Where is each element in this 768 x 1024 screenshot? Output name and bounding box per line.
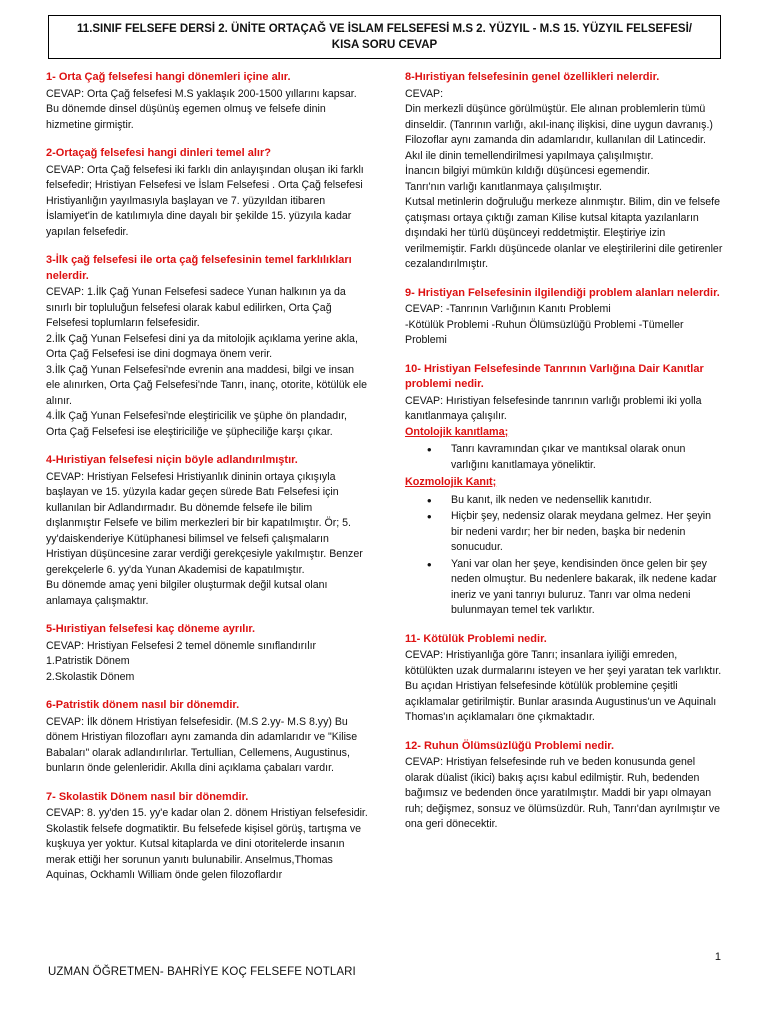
- question-heading: 6-Patristik dönem nasıl bir dönemdir.: [46, 699, 240, 711]
- question-heading: 1- Orta Çağ felsefesi hangi dönemleri içine alır.: [46, 71, 291, 83]
- question-12: [405, 739, 723, 833]
- answer-text: CEVAP: Hristiyanlığa göre Tanrı; insanlara iyiliği emreden, kötülükten uzak durmalarını isteyen ve her şeyi yaratan tek varlıktır. Bu açıdan Hristiyan felsefesinde kötülük problemine çeşitli açıklamalar getirilmiştir. Bunlar arasında Augustinus'un ve Aquinalı Thomas'ın açıklamaları öne çıkmaktadır.: [405, 649, 722, 723]
- answer-text: CEVAP: -Tanrının Varlığının Kanıtı Problemi: [405, 303, 611, 315]
- answer-text: CEVAP: Hristiyan Felsefesi Hristiyanlık dininin ortaya çıkışıyla başlayan ve 15. yüzyıla kadar geçen sürede Batı Felsefesi için kullanılan bir Adlandırmadır. Bu dönemde felsefe ile bilim dışlanmıştır Felsefe ve bilim merkezleri bir bir kapatılmıştır. Ör; 5. yy'daiskenderiye Kütüphanesi bilimsel ve felsefi çalışmaların Hristiyan düşüncesine zarar verdiği gerekçesiyle yakılmıştır. Benzer gerekçelerle 6. yy'da Yunan Akademisi de kapatılmıştır.: [46, 470, 363, 576]
- answer-text: 3.İlk Çağ Yunan Felsefesi'nde evrenin ana maddesi, bilgi ve insan ele alınırken, Orta Çağ Felsefesi'nde Tanrı, inanç, otorite, kötülük ele alınır.: [46, 363, 367, 407]
- document-title-line2: KISA SORU CEVAP: [331, 39, 438, 51]
- question-heading: 3-İlk çağ felsefesi ile orta çağ felsefesinin temel farklılıkları nelerdir.: [46, 254, 352, 282]
- question-heading: 10- Hristiyan Felsefesinde Tanrının Varlığına Dair Kanıtlar problemi nedir.: [405, 362, 704, 390]
- answer-text: Kutsal metinlerin doğruluğu merkeze alınmıştır. Bilim, din ve felsefe çatışması ortaya çıktığı zaman Kilise kutsal kitapta yazılanların dışındaki her türlü düşünceyi reddetmiştir. Eleştiriye izin verilmemiştir. Farklı düşüncede olanlar ve eleştirilerini dile getirenler cezalandırılmıştır.: [405, 196, 723, 270]
- question-10: [405, 362, 723, 619]
- question-8: [405, 70, 723, 273]
- question-heading: 5-Hıristiyan felsefesi kaç döneme ayrılır.: [46, 623, 256, 635]
- question-heading: 11- Kötülük Problemi nedir.: [405, 632, 547, 645]
- answer-text: CEVAP: 8. yy'den 15. yy'e kadar olan 2. dönem Hristiyan felsefesidir. Skolastik felsefe dogmatiktir. Bu felsefede kişisel görüş, tartışma ve kuşkuya yer yoktur. Kutsal kitaplarda ve dini otoritelerde insanın merak ettiği her sorunun yanıtı bulunabilir. Anselmus,Thomas Aquinas, Ockhamlı William önde gelen filozoflardır: [46, 807, 368, 881]
- answer-text: Din merkezli düşünce görülmüştür. Ele alınan problemlerin tümü dinseldir. (Tanrının varlığı, akıl-inanç ilişkisi, dine uygun davranış.): [405, 103, 713, 131]
- question-11: [405, 632, 723, 726]
- answer-text: 2.Skolastik Dönem: [46, 670, 135, 683]
- bullet-item: • Hiçbir şey, nedensiz olarak meydana gelmez. Her şeyin bir nedeni vardır; her bir neden, başka bir nedenin sonucudur.: [451, 509, 723, 556]
- document-title-box: [48, 15, 721, 59]
- question-7: [46, 790, 368, 884]
- answer-text: -Kötülük Problemi -Ruhun Ölümsüzlüğü Problemi -Tümeller Problemi: [405, 318, 684, 346]
- answer-text: Filozoflar aynı zamanda din adamlarıdır, kullanılan dil Latincedir.: [405, 134, 706, 146]
- page-number: 1: [714, 951, 721, 963]
- subheading-ontological: Ontolojik kanıtlama;: [405, 425, 509, 438]
- right-column: [405, 70, 723, 846]
- question-5: [46, 622, 368, 685]
- question-heading: 8-Hıristiyan felsefesinin genel özellikleri nelerdir.: [405, 71, 660, 83]
- question-heading: 4-Hıristiyan felsefesi niçin böyle adlandırılmıştır.: [46, 454, 298, 466]
- bullet-item: • Yani var olan her şeye, kendisinden önce gelen bir şey neden olmuştur. Bu nedenlere bakarak, ilk nedene kadar ineriz ve yani tanrıyı buluruz. Tanrı var olma nedeni bulunmayan temel tek varlıktır.: [451, 557, 723, 619]
- question-9: [405, 286, 723, 349]
- question-6: [46, 698, 368, 777]
- question-heading: 12- Ruhun Ölümsüzlüğü Problemi nedir.: [405, 739, 615, 752]
- answer-text: İnancın bilgiyi mümkün kıldığı düşüncesi egemendir.: [405, 165, 650, 177]
- answer-text: CEVAP: İlk dönem Hristiyan felsefesidir. (M.S 2.yy- M.S 8.yy) Bu dönem Hristiyan filozofları aynı zamanda din adamlarıdır ve "Kilise Babaları" olarak adlandırılırlar. Tertullian, Cellemens, Augustinus, bunların önde gelenleridir. Akılla dini açıklama çabaları vardır.: [46, 715, 358, 774]
- question-1: [46, 70, 368, 133]
- question-heading: 2-Ortaçağ felsefesi hangi dinleri temel alır?: [46, 147, 271, 159]
- ontological-bullet-list: [405, 442, 723, 473]
- question-2: [46, 146, 368, 240]
- answer-text: Tanrı'nın varlığı kanıtlanmaya çalışılmıştır.: [405, 180, 602, 193]
- answer-text: 2.İlk Çağ Yunan Felsefesi dini ya da mitolojik açıklama yerine akla, Orta Çağ Felsefesi ise dini dogmaya önem verir.: [46, 332, 358, 360]
- answer-text: CEVAP:: [405, 87, 444, 100]
- question-3: [46, 253, 368, 440]
- answer-text: CEVAP: 1.İlk Çağ Yunan Felsefesi sadece Yunan halkının ya da sınırlı bir topluluğun felsefesi olarak kabul edilirken, Orta Çağ Felsefesi toplumların felsefesidir.: [46, 286, 346, 329]
- page-footer: UZMAN ÖĞRETMEN- BAHRİYE KOÇ FELSEFE NOTLARI: [48, 966, 356, 978]
- bullet-item: • Tanrı kavramından çıkar ve mantıksal olarak onun varlığını kanıtlamaya yöneliktir.: [451, 442, 723, 473]
- cosmological-bullet-list: [405, 493, 723, 619]
- answer-text: Bu dönemde amaç yeni bilgiler oluşturmak değil kutsal olanı anlamaya çalışmaktır.: [46, 579, 328, 607]
- answer-text: 1.Patristik Dönem: [46, 655, 130, 667]
- answer-text: CEVAP: Orta Çağ felsefesi M.S yaklaşık 200-1500 yıllarını kapsar. Bu dönemde dinsel düşünüş egemen olmuş ve felsefe dinin hizmetine girmiştir.: [46, 87, 357, 131]
- question-4: [46, 453, 368, 609]
- answer-text: 4.İlk Çağ Yunan Felsefesi'nde eleştiricilik ve şüphe ön plandadır, Orta Çağ Felsefesi ise eleştiriciliğe ve şüpheciliğe karşı çıkar.: [46, 410, 347, 438]
- left-column: [46, 70, 368, 897]
- answer-text: CEVAP: Orta Çağ felsefesi iki farklı din anlayışından oluşan iki farklı felsefedir; Hristiyan Felsefesi ve İslam Felsefesi . Orta Çağ felsefesi Hristiyanlığın yayılmasıyla başlayan ve 7. yüzyıldan itibaren İslamiyet'in de katılımıyla dine dayalı bir şekilde 15. yüzyıla kadar yapılan felsefedir.: [46, 163, 364, 238]
- answer-text: CEVAP: Hristiyan Felsefesi 2 temel dönemle sınıflandırılır: [46, 639, 317, 652]
- bullet-item: • Bu kanıt, ilk neden ve nedensellik kanıtıdır.: [451, 493, 723, 509]
- subheading-cosmological: Kozmolojik Kanıt;: [405, 476, 497, 488]
- answer-text: CEVAP: Hıristiyan felsefesinde tanrının varlığı problemi iki yolla kanıtlanmaya çalışılır.: [405, 394, 702, 422]
- answer-text: Akıl ile dinin temellendirilmesi yapılmaya çalışılmıştır.: [405, 149, 654, 162]
- question-heading: 9- Hristiyan Felsefesinin ilgilendiği problem alanları nelerdir.: [405, 286, 720, 299]
- question-heading: 7- Skolastik Dönem nasıl bir dönemdir.: [46, 790, 249, 803]
- answer-text: CEVAP: Hristiyan felsefesinde ruh ve beden konusunda genel olarak düalist (ikici) bakış açısı kabul edilmiştir. Ruh, bedenden bağımsız ve bedenden önce yaratılmıştır. Maddi bir yapı olmayan ruh; değişmez, sonsuz ve ölümsüzdür. Ruh, Tanrı'dan ayrılmıştır ve ona geri dönecektir.: [405, 756, 721, 830]
- document-title-line1: 11.SINIF FELSEFE DERSİ 2. ÜNİTE ORTAÇAĞ VE İSLAM FELSEFESİ M.S 2. YÜZYIL - M.S 15. YÜZYIL FELSEFESİ/: [77, 23, 692, 35]
